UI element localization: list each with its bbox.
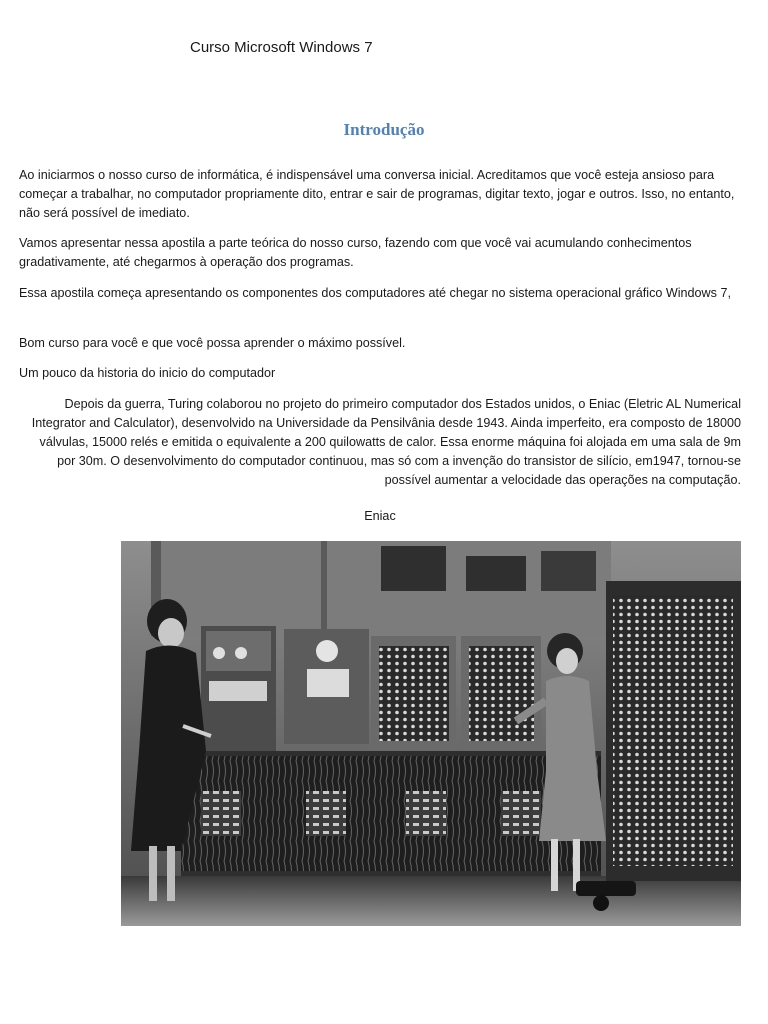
intro-paragraph: Ao iniciarmos o nosso curso de informática, é indispensável uma conversa inicial. Acreditamos que você esteja ansioso para começar a trabalhar, no computador propriamente dito, entrar e sair de programas, digitar texto, jogar e outros. Isso, no entanto, não será possível de imediato. [19,168,735,220]
history-heading: Um pouco da historia do inicio do computador [19,366,276,380]
good-course-paragraph: Bom curso para você e que você possa aprender o máximo possível. [19,336,406,350]
components-paragraph: Essa apostila começa apresentando os componentes dos computadores até chegar no sistema operacional gráfico Windows 7, [19,286,731,300]
page-title: Introdução [343,120,425,139]
figure-caption: Eniac [364,509,396,523]
apostila-paragraph: Vamos apresentar nessa apostila a parte teórica do nosso curso, fazendo com que você vai acumulando conhecimentos gradativamente, até chegarmos à operação dos programas. [19,236,692,269]
eniac-photo [121,541,741,926]
document-header: Curso Microsoft Windows 7 [190,39,373,56]
eniac-history-paragraph: Depois da guerra, Turing colaborou no projeto do primeiro computador dos Estados unidos, o Eniac (Eletric AL Numerical Integrator and Calculator), desenvolvido na Universidade da Pensilvânia desde 1943. Ainda imperfeito, era composto de 18000 válvulas, 15000 relés e emitida o equivalente a 200 quilowatts de calor. Essa enorme máquina foi alojada em uma sala de 9m por 30m. O desenvolvimento do computador continuou, mas só com a invenção do transistor de silício, em1947, tornou-se possível aumentar a velocidade das operações na computação. [31,397,741,487]
